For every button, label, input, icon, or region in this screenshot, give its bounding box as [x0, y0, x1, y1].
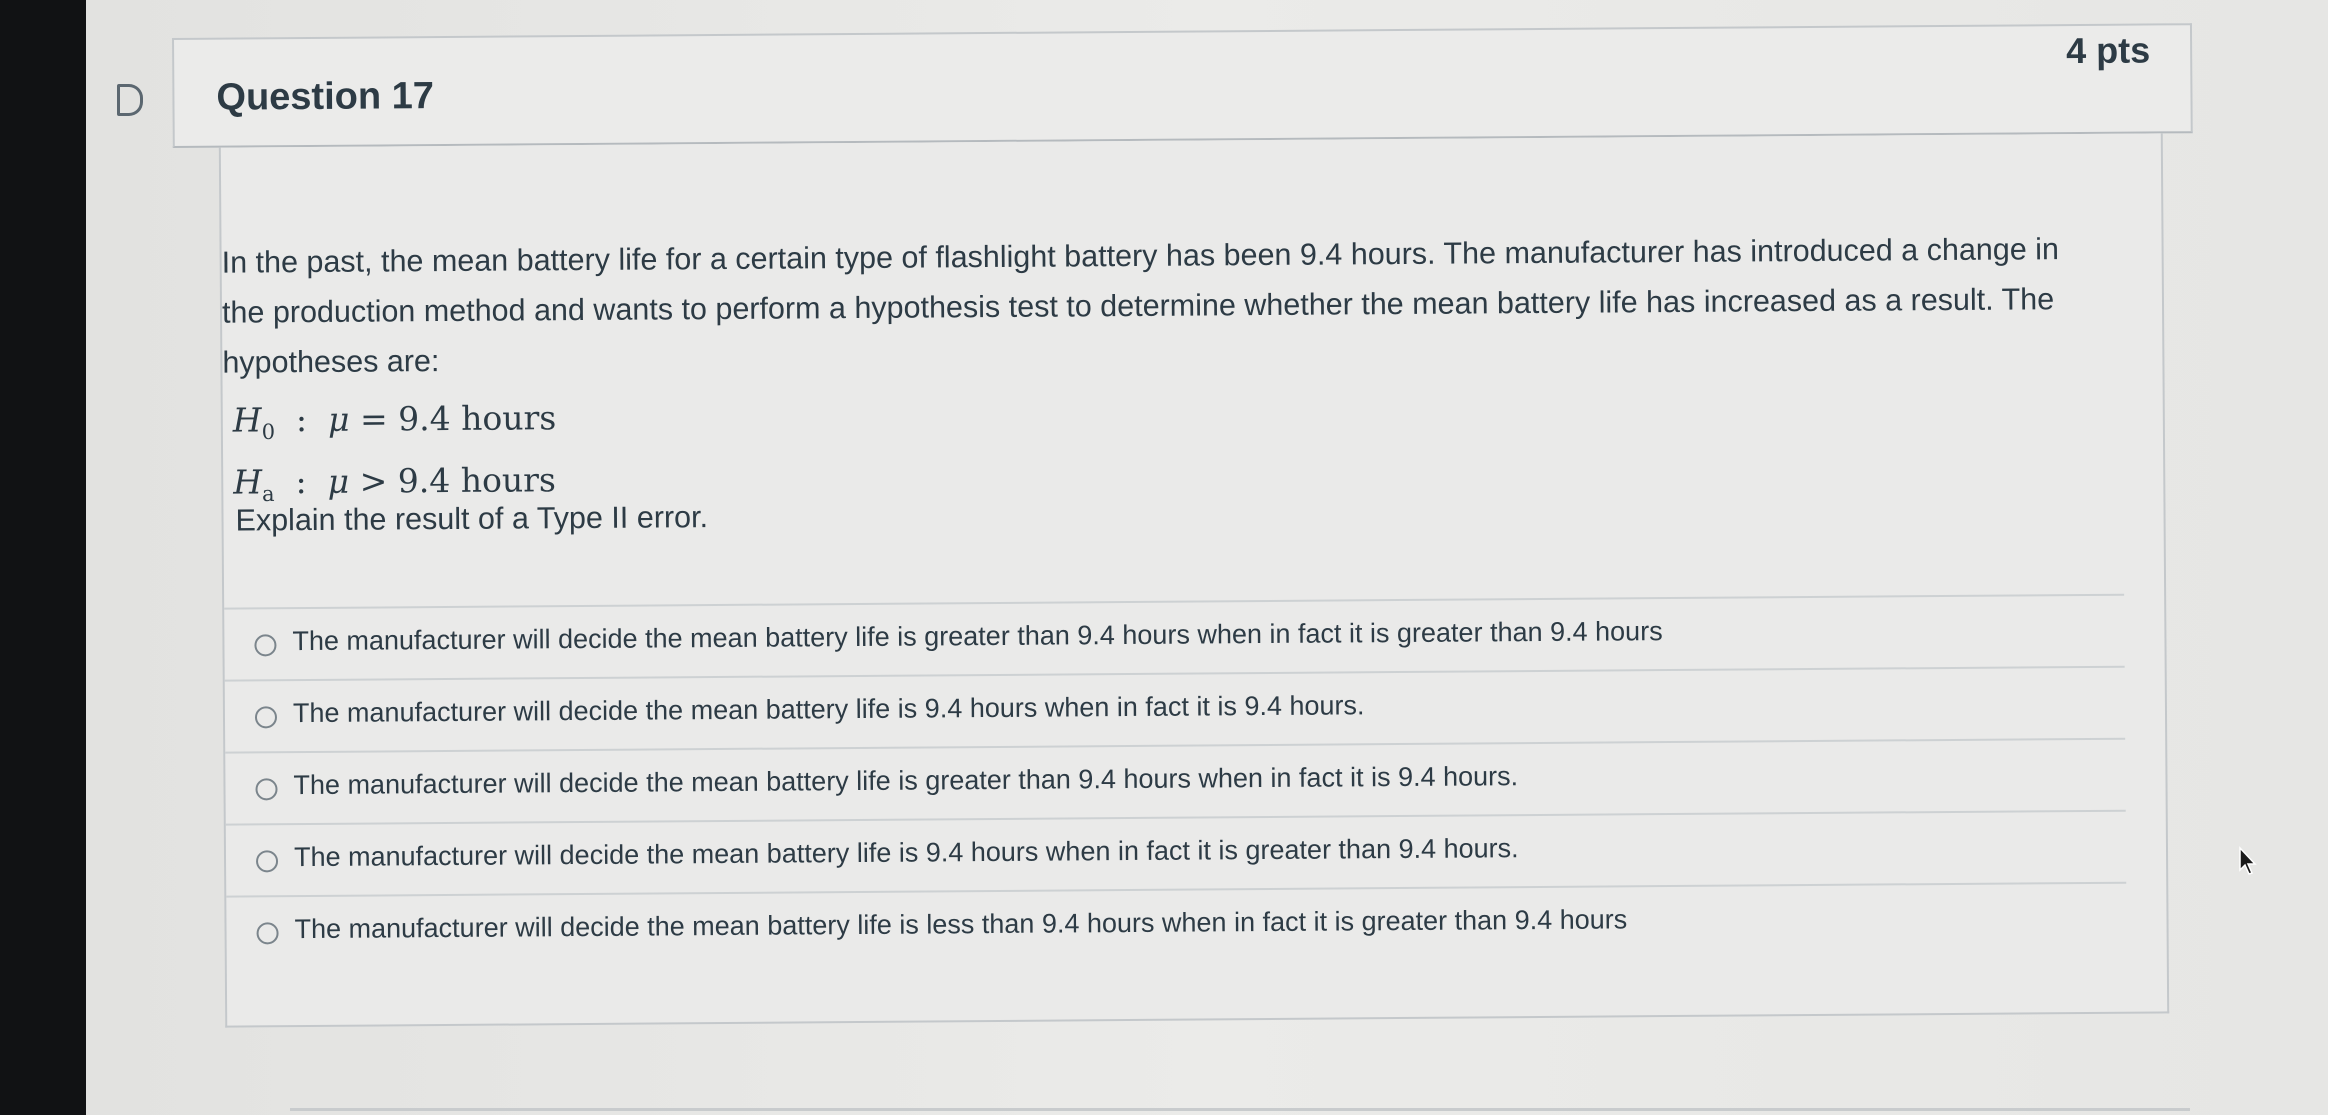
question-card — [172, 23, 2199, 1028]
answer-label[interactable]: The manufacturer will decide the mean battery life is greater than 9.4 hours when in fact it is 9.4 hours. — [293, 761, 1519, 801]
null-hypothesis — [233, 393, 557, 457]
alternative-hypothesis-subscript: a — [262, 481, 275, 506]
radio-unselected-icon[interactable] — [256, 922, 278, 944]
null-hypothesis-symbol: H — [232, 400, 262, 440]
answer-label[interactable]: The manufacturer will decide the mean battery life is 9.4 hours when in fact it is greater than 9.4 hours. — [293, 833, 1519, 873]
hypotheses — [233, 393, 557, 519]
null-hypothesis-subscript: 0 — [261, 419, 276, 444]
radio-unselected-icon[interactable] — [256, 850, 278, 872]
alternative-hypothesis-symbol: H — [233, 461, 263, 502]
null-hypothesis-value: 9.4 hours — [398, 398, 557, 439]
answer-option[interactable] — [225, 668, 2125, 754]
radio-unselected-icon[interactable] — [255, 778, 277, 800]
question-prompt: Explain the result of a Type II error. — [235, 500, 709, 538]
answer-label[interactable]: The manufacturer will decide the mean battery life is 9.4 hours when in fact it is 9.4 hours. — [292, 690, 1365, 729]
null-hypothesis-operator: = — [359, 399, 388, 439]
answer-option[interactable] — [226, 884, 2126, 970]
answer-option[interactable] — [226, 812, 2126, 898]
alternative-hypothesis-operator: > — [359, 461, 388, 501]
question-text: In the past, the mean battery life for a certain type of flashlight battery has been 9.4 hours. The manufacturer has introduced a change in the production method and wants to perform a hypothesis test to determine whether the mean battery life has increased as a result. The hypotheses are: — [221, 232, 2060, 380]
null-hypothesis-colon: : — [285, 399, 318, 440]
alternative-hypothesis-param: μ — [327, 461, 350, 501]
radio-unselected-icon[interactable] — [255, 706, 277, 728]
alternative-hypothesis-value: 9.4 hours — [397, 459, 556, 500]
answer-option[interactable] — [225, 740, 2125, 826]
bookmark-icon[interactable] — [117, 84, 143, 116]
next-question-edge — [290, 1108, 2190, 1111]
question-header — [172, 23, 2193, 148]
question-body — [219, 133, 2169, 1027]
radio-unselected-icon[interactable] — [254, 634, 276, 656]
question-title: Question 17 — [216, 75, 435, 119]
screen-bezel — [0, 0, 86, 1115]
answer-label[interactable]: The manufacturer will decide the mean battery life is less than 9.4 hours when in fact it is greater than 9.4 hours — [294, 904, 1628, 945]
answer-option[interactable] — [224, 596, 2124, 682]
null-hypothesis-param: μ — [327, 399, 350, 439]
answer-list — [224, 594, 2127, 970]
question-points: 4 pts — [2065, 29, 2151, 72]
mouse-pointer-icon — [2238, 846, 2260, 876]
answer-label[interactable]: The manufacturer will decide the mean battery life is greater than 9.4 hours when in fact it is greater than 9.4 hours — [292, 616, 1663, 657]
alternative-hypothesis-colon: : — [284, 461, 318, 501]
